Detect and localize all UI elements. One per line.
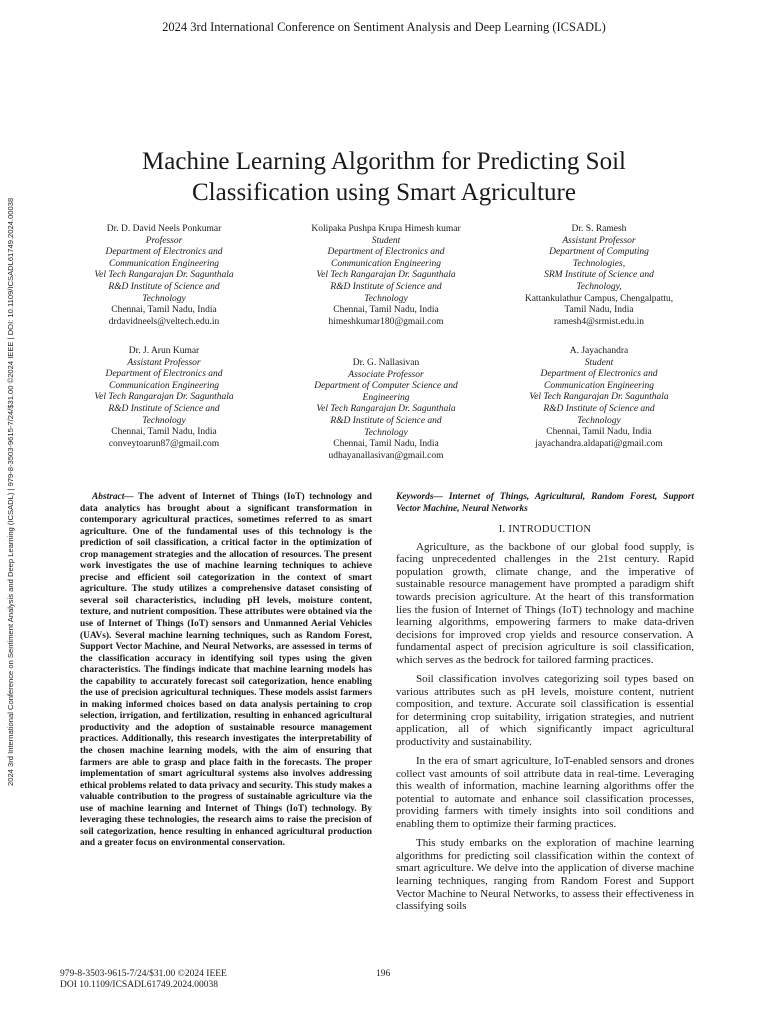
author-department: Department of Electronics and Communication Engineering — [105, 247, 223, 269]
author-role: Student — [371, 235, 401, 246]
author-email[interactable]: himeshkumar180@gmail.com — [328, 316, 444, 327]
author-email[interactable]: ramesh4@srmist.edu.in — [553, 316, 644, 327]
author-institution: Vel Tech Rangarajan Dr. Sagunthala R&D Institute of Science and Technology — [529, 392, 669, 426]
paper-title: Machine Learning Algorithm for Predicting Soil Classification using Smart Agriculture — [142, 148, 626, 206]
author-location: Chennai, Tamil Nadu, India — [546, 427, 652, 438]
author-email[interactable]: jayachandra.aldapati@gmail.com — [535, 438, 663, 449]
author-block-2 — [280, 224, 492, 328]
author-department: Department of Computing Technologies, — [549, 247, 649, 269]
author-role: Assistant Professor — [127, 357, 201, 368]
intro-paragraph: Agriculture, as the backbone of our global food supply, is facing unprecedented challenges in the 21st century. Rapid population growth, climate change, and the imperative of sustainable resource management have prompted a paradigm shift towards precision agriculture. At the heart of this transformation lies the fusion of Internet of Things (IoT) technology and machine learning algorithms, empowering farmers to make data-driven decisions for improved crop yields and resource conservation. A fundamental aspect of precision agriculture is soil classification, which serves as the bedrock for tailored farming practices. — [396, 540, 694, 666]
author-role: Assistant Professor — [562, 235, 636, 246]
author-location: Chennai, Tamil Nadu, India — [333, 305, 439, 316]
footer-publication-info — [60, 969, 227, 991]
author-role: Professor — [145, 235, 183, 246]
footer-isbn: 979-8-3503-9615-7/24/$31.00 ©2024 IEEE — [60, 969, 227, 979]
intro-paragraph: This study embarks on the exploration of machine learning algorithms for predicting soil classification within the context of smart agriculture. We delve into the application of diverse machine learning techniques, ranging from Random Forest and Support Vector Machine to Neural Networks, to assess their effectiveness in classifying soils — [396, 837, 694, 913]
author-block-6 — [504, 346, 694, 450]
author-department: Department of Computer Science and Engineering — [314, 381, 458, 403]
author-institution: Vel Tech Rangarajan Dr. Sagunthala R&D Institute of Science and Technology — [94, 392, 234, 426]
page-number: 196 — [376, 969, 391, 979]
author-email[interactable]: udhayanallasivan@gmail.com — [328, 450, 444, 461]
author-name: A. Jayachandra — [569, 346, 629, 356]
author-institution: Vel Tech Rangarajan Dr. Sagunthala R&D Institute of Science and Technology — [94, 270, 234, 304]
author-institution: SRM Institute of Science and Technology, — [544, 270, 654, 292]
author-block-1 — [64, 224, 264, 328]
intro-paragraph: In the era of smart agriculture, IoT-enabled sensors and drones collect vast amounts of soil attribute data in real-time. Leveraging this wealth of information, machine learning algorithms offer the potential to automate and enhance soil classification processes, providing farmers with timely insights into soil conditions and enabling them to optimize their farming practices. — [396, 755, 694, 831]
author-name: Dr. G. Nallasivan — [352, 358, 420, 368]
right-column — [396, 492, 694, 919]
author-name: Dr. J. Arun Kumar — [128, 346, 200, 356]
abstract-text: The advent of Internet of Things (IoT) technology and data analytics has brought about a significant transformation in contemporary agricultural practices, sometimes referred to as smart agriculture. One of the fundamental uses of this technology is the prediction of soil classification, a critical factor in the optimization of crop management strategies and the allocation of resources. The present work investigates the use of machine learning techniques to achieve precise and efficient soil categorization in the context of smart agriculture. The study utilizes a comprehensive dataset consisting of several soil characteristics, including pH levels, moisture content, texture, and nutrient composition. These attributes were obtained via the use of Internet of Things (IoT) sensors and Unmanned Aerial Vehicles (UAVs). Several machine learning techniques, such as Random Forest, Support Vector Machine, and Neural Networks, are assessed in terms of the classification accuracy in identifying soil types using the given characteristics. The findings indicate that machine learning models has the capability to accurately forecast soil categorization, hence enabling the use of precision agricultural techniques. These models assist farmers in making informed choices based on data analysis pertaining to crop selection, irrigation, and fertilization, resulting in enhanced agricultural productivity and the adoption of sustainable resource management practices. Additionally, this research investigates the interpretability of the chosen machine learning models, with the aim of ensuring that farmers are able to grasp and place faith in the forecasts. The proper implementation of smart agricultural systems also involves addressing ethical problems related to data privacy and security. This study makes a valuable contribution to the progress of sustainable agriculture via the use of machine learning and Internet of Things (IoT) technology. By leveraging these technologies, the research aims to raise the precision of soil categorization, hence resulting in enhanced agricultural production and a greater focus on environmental conservation. — [80, 492, 372, 849]
abstract-lead: Abstract— — [92, 492, 134, 502]
author-institution: Vel Tech Rangarajan Dr. Sagunthala R&D Institute of Science and Technology — [316, 404, 456, 438]
author-name: Kolipaka Pushpa Krupa Himesh kumar — [311, 224, 461, 234]
author-email[interactable]: conveytoarun87@gmail.com — [108, 438, 220, 449]
author-name: Dr. S. Ramesh — [571, 224, 627, 234]
author-institution: Vel Tech Rangarajan Dr. Sagunthala R&D Institute of Science and Technology — [316, 270, 456, 304]
author-location: Kattankulathur Campus, Chengalpattu, Tamil Nadu, India — [524, 293, 674, 316]
keywords: Keywords— Internet of Things, Agricultural, Random Forest, Support Vector Machine, Neural Networks — [396, 492, 694, 514]
author-department: Department of Electronics and Communication Engineering — [327, 247, 445, 269]
author-block-5 — [284, 358, 488, 462]
author-location: Chennai, Tamil Nadu, India — [111, 427, 217, 438]
author-block-4 — [64, 346, 264, 450]
author-department: Department of Electronics and Communication Engineering — [105, 369, 223, 391]
author-role: Student — [584, 357, 614, 368]
section-heading: I. INTRODUCTION — [498, 524, 592, 535]
author-location: Chennai, Tamil Nadu, India — [111, 305, 217, 316]
author-email[interactable]: drdavidneels@veltech.edu.in — [108, 316, 220, 327]
author-role: Associate Professor — [348, 369, 424, 380]
intro-paragraph: Soil classification involves categorizing soil types based on various attributes such as pH levels, moisture content, nutrient composition, and texture. Accurate soil classification is essential for determining crop suitability, irrigation strategies, and nutrient application, all of which significantly impact agricultural productivity and sustainability. — [396, 673, 694, 748]
author-block-3 — [504, 224, 694, 328]
footer-doi: DOI 10.1109/ICSADL61749.2024.00038 — [60, 980, 218, 990]
side-citation-strip: 2024 3rd International Conference on Sentiment Analysis and Deep Learning (ICSADL) | 979-8-3503-9615-7/24/$31.00 ©2024 IEEE | DOI: 10.1109/ICSADL61749.2024.00038 — [6, 197, 15, 786]
author-location: Chennai, Tamil Nadu, India — [333, 439, 439, 450]
abstract — [80, 492, 372, 850]
conference-header: 2024 3rd International Conference on Sentiment Analysis and Deep Learning (ICSADL) — [162, 20, 606, 34]
author-department: Department of Electronics and Communication Engineering — [540, 369, 658, 391]
author-name: Dr. D. David Neels Ponkumar — [106, 224, 222, 234]
